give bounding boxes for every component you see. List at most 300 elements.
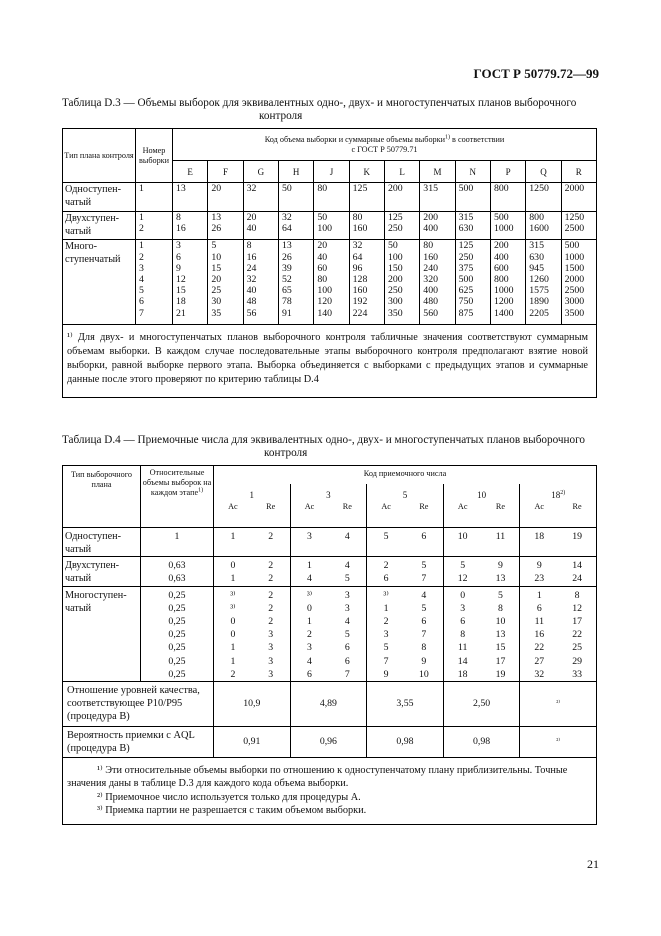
value-column: [278, 240, 313, 324]
ac-re-cell: [367, 668, 443, 681]
ac-value: 11: [534, 616, 544, 628]
ac-re-cell: [444, 628, 520, 641]
value-column: [526, 183, 561, 212]
re-value: 33: [572, 668, 582, 680]
table-cell: 26: [281, 251, 292, 263]
ac-re-cell: [291, 530, 367, 543]
table-cell: 224: [352, 307, 368, 319]
ac-value: 6: [383, 573, 389, 585]
ac-value: 9: [536, 560, 542, 572]
table-cell: 40: [246, 285, 257, 297]
table-cell: 50: [387, 240, 398, 252]
re-value: 5: [344, 573, 350, 585]
re-value: 22: [572, 629, 582, 641]
ac-re-cell: [444, 641, 520, 654]
value-column: [561, 240, 596, 324]
ac-label: Ac: [304, 501, 315, 511]
table-cell: 800: [529, 211, 544, 223]
ac-re-cell: [444, 572, 520, 585]
ac-re-column: [520, 528, 597, 557]
relative-size: 0,63: [168, 573, 186, 585]
ac-value: 14: [457, 655, 468, 667]
value-column: [349, 240, 384, 324]
re-label: Re: [266, 501, 276, 511]
ac-re-cell: [367, 589, 443, 602]
code-value: 10: [477, 489, 487, 500]
code-G: G: [243, 161, 278, 183]
value-column: [384, 240, 419, 324]
table-cell: 150: [387, 262, 403, 274]
table-cell: 125: [387, 211, 403, 223]
re-value: 17: [495, 655, 506, 667]
re-value: 24: [572, 573, 582, 585]
table-cell: 60: [317, 262, 328, 274]
standard-header: ГОСТ Р 50779.72—99: [473, 66, 599, 81]
table-cell: 32: [352, 240, 363, 252]
table-cell: 9: [176, 262, 181, 274]
sample-number: 1: [139, 240, 144, 252]
re-value: 10: [418, 668, 429, 680]
ac-re-column: [367, 557, 444, 587]
ac-re-cell: [444, 530, 520, 543]
table-cell: 800: [493, 183, 509, 194]
relative-sizes: [141, 557, 214, 587]
ac-re-header: [290, 500, 367, 528]
col-sample-number: Номер выборки: [136, 129, 173, 183]
ac-re-column: [290, 586, 367, 682]
re-value: 2: [268, 589, 274, 601]
table-cell: 13: [281, 240, 292, 252]
table-cell: 250: [387, 222, 403, 234]
re-value: 6: [421, 616, 427, 628]
row-label: Много-ступенчатый: [63, 240, 136, 324]
table-cell: 96: [352, 262, 363, 274]
value-column: [490, 240, 525, 324]
re-value: 17: [572, 616, 582, 628]
table-row: [63, 183, 597, 212]
table-row: [63, 586, 597, 682]
table-cell: 1000: [493, 285, 514, 297]
ac-re-cell: [520, 530, 596, 543]
re-value: 6: [344, 655, 350, 667]
re-value: 19: [495, 668, 506, 680]
table-cell: 21: [176, 307, 186, 319]
ac-value: 11: [457, 642, 468, 654]
code-Q: Q: [526, 161, 561, 183]
relative-size: 1: [174, 531, 180, 542]
ac-re-cell: [520, 615, 596, 628]
table-cell: 400: [423, 222, 438, 234]
table-cell: 200: [387, 183, 403, 194]
value-column: [173, 240, 208, 324]
table-cell: 300: [387, 296, 403, 308]
code-M: M: [420, 161, 455, 183]
ac-re-cell: [520, 655, 596, 668]
table-cell: 40: [317, 251, 328, 263]
table-cell: 20: [211, 183, 222, 194]
table-cell: 32: [281, 211, 292, 223]
table-cell: 100: [387, 251, 403, 263]
table-cell: 52: [281, 273, 292, 285]
table-cell: 200: [423, 211, 438, 223]
ac-re-cell: [214, 530, 290, 543]
re-value: 29: [572, 655, 582, 667]
table-cell: 20: [317, 240, 328, 252]
table-cell: 2000: [564, 273, 585, 285]
ac-value: 1: [383, 602, 389, 614]
ac-re-cell: [291, 668, 367, 681]
ac-re-column: [520, 557, 597, 587]
code-header: Код объема выборки и суммарные объемы выборки$^{1)}$ в соответствии с ГОСТ Р 50779.71: [173, 129, 597, 161]
table-cell: 100: [317, 285, 333, 297]
code-10: [443, 484, 520, 500]
ac-value: 1: [307, 560, 312, 572]
ac-re-cell: [214, 602, 290, 615]
ac-re-cell: [367, 615, 443, 628]
table-cell: 1000: [493, 222, 514, 234]
ac-value: 0: [230, 629, 236, 641]
summary-value: 3,55: [367, 682, 444, 726]
table-cell: 20: [211, 273, 222, 285]
ac-value: 0: [230, 560, 236, 572]
ac-re-column: [443, 557, 520, 587]
ac-value: 0: [460, 589, 466, 601]
summary-value: 0,91: [214, 726, 291, 757]
ac-value: 8: [460, 629, 466, 641]
code-J: J: [314, 161, 349, 183]
ac-label: Ac: [381, 501, 391, 511]
summary-value: 4,89: [290, 682, 367, 726]
re-value: 7: [421, 573, 427, 585]
re-value: 5: [344, 629, 350, 641]
value-column: [490, 211, 525, 240]
ac-re-column: [290, 528, 367, 557]
footnote-3: ³⁾ Приемка партии не разрешается с таким объемом выборки.: [97, 805, 367, 817]
re-value: 3: [268, 655, 274, 667]
table-cell: 1575: [529, 285, 549, 297]
table-cell: 600: [493, 262, 509, 274]
footnote-1: ¹⁾ Эти относительные объемы выборки по отношению к одноступенчатому плану приблизительны. Точные значения даны в таблице D.3 для каждого кода объема выборки.: [67, 764, 568, 790]
ac-label: Ac: [457, 501, 468, 511]
value-column: [243, 211, 278, 240]
table-cell: 400: [493, 251, 509, 263]
table-cell: 13: [176, 183, 186, 194]
col-relative: Относительные объемы выборок на каждом этапе$^{1)}$: [141, 466, 214, 528]
relative-size: 0,25: [168, 642, 186, 654]
ac-value: 0: [230, 616, 236, 628]
table-cell: 50: [281, 183, 292, 194]
ac-value: 5: [383, 642, 389, 654]
summary-value: ²⁾: [520, 726, 597, 757]
ac-re-cell: [520, 589, 596, 602]
code-header: Код приемочного числа: [214, 466, 597, 484]
footnote-2: ²⁾ Приемочное число используется только для процедуры A.: [97, 791, 361, 803]
ac-re-cell: [214, 572, 290, 585]
ac-re-cell: [214, 655, 290, 668]
table-cell: 8: [176, 211, 181, 223]
table-row: [63, 211, 597, 240]
re-value: 12: [572, 602, 582, 614]
table-cell: 6: [176, 251, 181, 263]
summary-value: ²⁾: [520, 682, 597, 726]
sample-number: 4: [139, 273, 144, 285]
ac-re-header: [214, 500, 291, 528]
re-value: 15: [495, 642, 506, 654]
re-value: 2: [268, 602, 274, 614]
ac-value: 6: [307, 668, 312, 680]
table-cell: 1000: [564, 251, 585, 263]
re-label: Re: [342, 501, 352, 511]
ac-value: 4: [307, 655, 312, 667]
sample-numbers: [136, 211, 173, 240]
re-value: 3: [268, 668, 274, 680]
table-cell: 32: [246, 273, 257, 285]
table-cell: 15: [211, 262, 222, 274]
table-cell: 78: [281, 296, 292, 308]
ac-re-pair: [367, 502, 443, 512]
code-L: L: [384, 161, 419, 183]
value-column: [208, 240, 243, 324]
relative-size: 0,25: [168, 668, 186, 680]
re-value: 5: [421, 560, 427, 572]
re-value: 2: [268, 616, 274, 628]
ac-re-column: [214, 557, 291, 587]
table-cell: 24: [246, 262, 257, 274]
table-cell: 250: [387, 285, 403, 297]
table-cell: 10: [211, 251, 222, 263]
value-column: [349, 183, 384, 212]
table-cell: 1250: [529, 183, 549, 194]
ac-value: 7: [383, 655, 389, 667]
row-label: Двухступен-чатый: [63, 557, 141, 587]
summary-value: 0,96: [290, 726, 367, 757]
table-cell: 125: [352, 183, 368, 194]
re-value: 13: [495, 629, 506, 641]
ac-re-cell: [214, 589, 290, 602]
ac-re-cell: [367, 602, 443, 615]
re-value: 2: [268, 531, 274, 542]
re-value: 13: [495, 573, 506, 585]
value-column: [384, 183, 419, 212]
ac-re-cell: [291, 602, 367, 615]
sample-number: 2: [139, 251, 144, 263]
ac-value: 1: [230, 531, 236, 542]
acceptance-probability-row: [63, 726, 597, 757]
ac-value: 1: [307, 616, 312, 628]
ac-value: ³⁾: [230, 589, 236, 601]
code-3: [290, 484, 367, 500]
code-E: E: [173, 161, 208, 183]
ac-re-cell: [520, 602, 596, 615]
ac-value: ³⁾: [306, 589, 313, 601]
table-cell: 1500: [564, 262, 585, 274]
row-label: Одноступен-чатый: [63, 183, 136, 212]
code-K: K: [349, 161, 384, 183]
table-cell: 625: [458, 285, 474, 297]
table-cell: 64: [281, 222, 292, 234]
ac-value: 1: [230, 642, 236, 654]
ac-re-column: [290, 557, 367, 587]
re-value: 3: [268, 629, 274, 641]
table-cell: 15: [176, 285, 186, 297]
summary-value: 0,98: [443, 726, 520, 757]
table-cell: 200: [493, 240, 509, 252]
table-cell: 160: [352, 222, 368, 234]
ac-value: 2: [307, 629, 312, 641]
ac-re-cell: [520, 668, 596, 681]
value-column: [278, 211, 313, 240]
table-cell: 630: [458, 222, 474, 234]
ac-re-pair: [444, 502, 520, 512]
ac-re-cell: [520, 641, 596, 654]
table-cell: 500: [458, 273, 474, 285]
ac-re-column: [214, 586, 291, 682]
ac-value: 2: [383, 616, 389, 628]
table-cell: 64: [352, 251, 363, 263]
ac-value: 16: [534, 629, 545, 641]
code-F: F: [208, 161, 243, 183]
col-plan-type: Тип выборочного плана: [63, 466, 141, 528]
table-d4-caption: Таблица D.4 — Приемочные числа для эквивалентных одно-, двух- и многоступенчатых планов выборочного контроля: [62, 434, 585, 459]
table-cell: 100: [317, 222, 333, 234]
code-H: H: [278, 161, 313, 183]
table-cell: 25: [211, 285, 222, 297]
ac-re-cell: [291, 628, 367, 641]
table-cell: 945: [529, 262, 544, 274]
re-value: 14: [572, 560, 582, 572]
ac-value: 3: [383, 629, 389, 641]
value-column: [278, 183, 313, 212]
quality-ratio-row: [63, 682, 597, 726]
ac-re-cell: [444, 602, 520, 615]
re-value: 5: [498, 589, 503, 601]
ac-value: 1: [536, 589, 542, 601]
ac-value: 6: [460, 616, 466, 628]
table-cell: 1600: [529, 222, 549, 234]
table-cell: 160: [423, 251, 438, 263]
table-cell: 500: [458, 183, 474, 194]
ac-value: 0: [307, 602, 312, 614]
ac-re-column: [367, 586, 444, 682]
re-label: Re: [495, 501, 506, 511]
table-cell: 315: [529, 240, 544, 252]
ac-re-header: [367, 500, 444, 528]
table-cell: 3500: [564, 307, 585, 319]
table-cell: 875: [458, 307, 474, 319]
table-cell: 125: [458, 240, 474, 252]
relative-size: 0,25: [168, 589, 186, 601]
ac-value: 4: [307, 573, 312, 585]
ac-re-cell: [214, 668, 290, 681]
table-cell: 2500: [564, 222, 585, 234]
value-column: [208, 183, 243, 212]
value-column: [208, 211, 243, 240]
ac-re-cell: [367, 628, 443, 641]
ac-value: 10: [457, 531, 468, 542]
table-cell: 1260: [529, 273, 549, 285]
ac-re-cell: [520, 559, 596, 572]
sample-number: 6: [139, 296, 144, 308]
re-value: 25: [572, 642, 582, 654]
sample-number: 1: [139, 183, 144, 194]
relative-size: 0,25: [168, 616, 186, 628]
ac-re-cell: [214, 615, 290, 628]
table-d3-footnote: ¹⁾ Для двух- и многоступенчатых планов выборочного контроля табличные значения соответствуют суммарным объемам выборки. В каждом случае последовательные этапы выборочного контроля предполагают взятие новой выборки, равной выборке первого этапа. Выборка объединяется с выборками с предыдущих этапов и суммарные данные после этого проверяют по критерию таблицы D.4: [63, 324, 597, 397]
table-cell: 315: [458, 211, 474, 223]
ac-value: 5: [460, 560, 466, 572]
page-number: 21: [587, 857, 599, 871]
ac-re-cell: [444, 589, 520, 602]
table-cell: 16: [176, 222, 186, 234]
ac-value: 22: [534, 642, 545, 654]
re-value: 9: [421, 655, 427, 667]
table-d4: [62, 465, 597, 825]
table-cell: 1400: [493, 307, 514, 319]
table-cell: 80: [423, 240, 434, 252]
ac-value: 1: [230, 655, 236, 667]
table-cell: 192: [352, 296, 368, 308]
code-5: [367, 484, 444, 500]
re-value: 8: [498, 602, 503, 614]
sample-number: 2: [139, 222, 144, 234]
value-column: [173, 183, 208, 212]
value-column: [561, 211, 596, 240]
table-cell: 18: [176, 296, 186, 308]
table-row: [63, 528, 597, 557]
code-footnote-mark: 2): [560, 489, 566, 496]
ac-value: 3: [460, 602, 466, 614]
value-column: [420, 183, 455, 212]
table-cell: 56: [246, 307, 257, 319]
ac-value: 23: [534, 573, 545, 585]
table-cell: 80: [352, 211, 363, 223]
table-cell: 32: [246, 183, 257, 194]
table-cell: 80: [317, 183, 328, 194]
col-plan-type: Тип плана контроля: [63, 129, 136, 183]
code-value: 3: [326, 489, 331, 500]
code-value: 18: [551, 489, 561, 500]
re-value: 7: [421, 629, 427, 641]
relative-size: 0,25: [168, 655, 186, 667]
re-value: 2: [268, 573, 274, 585]
code-18: [520, 484, 597, 500]
table-cell: 3000: [564, 296, 585, 308]
table-cell: 750: [458, 296, 474, 308]
ac-value: 27: [534, 655, 545, 667]
relative-sizes: [141, 586, 214, 682]
table-cell: 1200: [493, 296, 514, 308]
ac-re-cell: [291, 589, 367, 602]
relative-size: 0,25: [168, 602, 186, 614]
table-d3-caption: Таблица D.3 — Объемы выборок для эквивалентных одно-, двух- и многоступенчатых планов выборочного контроля: [62, 97, 577, 122]
ac-value: 5: [383, 531, 389, 542]
re-value: 4: [344, 531, 350, 542]
table-cell: 560: [423, 307, 438, 319]
re-value: 11: [495, 531, 506, 542]
value-column: [490, 183, 525, 212]
ac-re-column: [367, 528, 444, 557]
ac-re-header: [520, 500, 597, 528]
ac-value: 32: [534, 668, 545, 680]
re-value: 4: [344, 560, 350, 572]
sample-numbers: [136, 240, 173, 324]
table-cell: 140: [317, 307, 333, 319]
table-cell: 35: [211, 307, 222, 319]
re-value: 6: [421, 531, 427, 542]
table-cell: 80: [317, 273, 328, 285]
ac-re-cell: [291, 559, 367, 572]
ac-value: ³⁾: [230, 602, 236, 614]
